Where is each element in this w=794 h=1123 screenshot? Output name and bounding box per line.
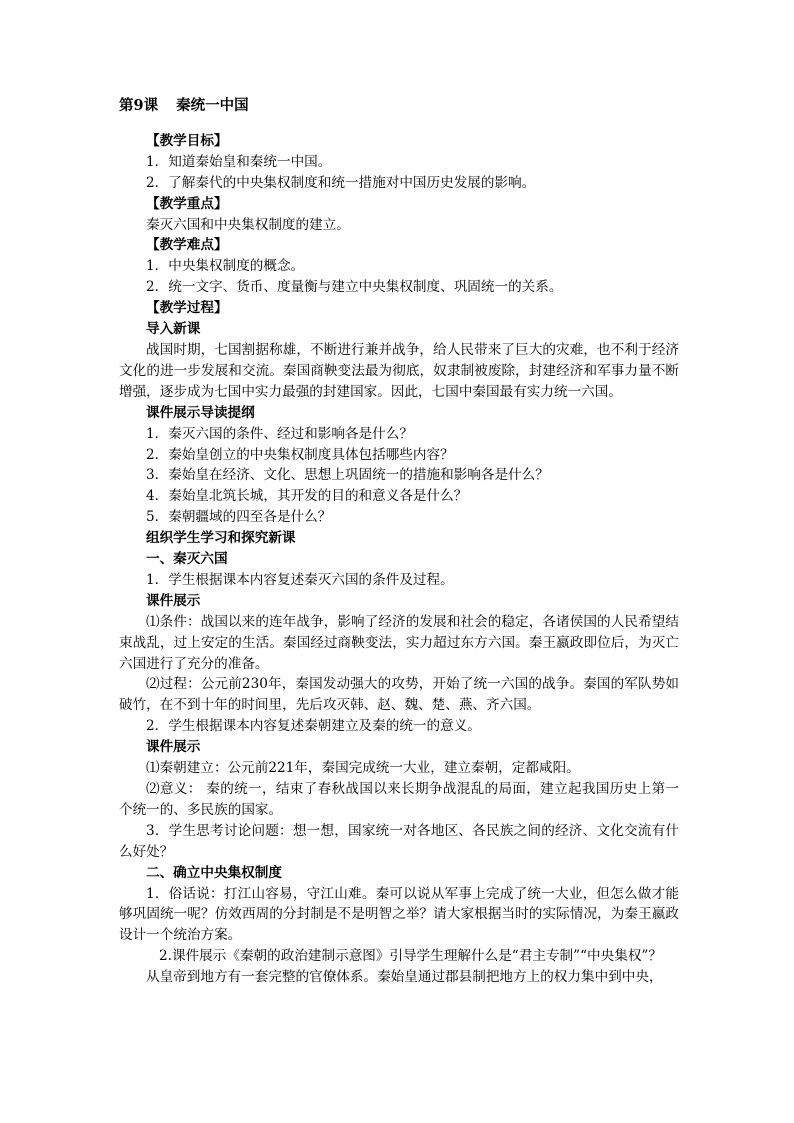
difficulty-heading: 【教学难点】 xyxy=(146,237,228,254)
section2-paragraph3: 从皇帝到地方有一套完整的官僚体系。秦始皇通过郡县制把地方上的权力集中到中央， xyxy=(146,969,663,986)
outline-item: 3．秦始皇在经济、文化、思想上巩固统一的措施和影响各是什么？ xyxy=(146,467,549,484)
section2-paragraph2: 2.课件展示《秦朝的政治建制示意图》引导学生理解什么是“君主专制”“中央集权”？ xyxy=(159,948,662,965)
lesson-number: 第9课 xyxy=(119,97,159,114)
difficulty-item: 1．中央集权制度的概念。 xyxy=(146,258,305,275)
study-heading: 组织学生学习和探究新课 xyxy=(146,530,296,547)
intro-heading: 导入新课 xyxy=(146,321,201,338)
lesson-name: 秦统一中国 xyxy=(176,97,249,114)
section1-task2: 2．学生根据课本内容复述秦朝建立及秦的统一的意义。 xyxy=(146,718,481,735)
outline-item: 2．秦始皇创立的中央集权制度具体包括哪些内容？ xyxy=(146,446,454,463)
section1-heading: 一、秦灭六国 xyxy=(146,551,228,568)
document-page xyxy=(119,96,679,988)
intro-paragraph: 战国时期，七国割据称雄，不断进行兼并战争，给人民带来了巨大的灾难，也不利于经济文化的进一步发展和交流。秦国商鞅变法最为彻底，奴隶制被废除，封建经济和军事力量不断增强，逐步成为七国中实力最强的封建国家。因此，七国中秦国最有实力统一六国。 xyxy=(119,341,679,400)
courseware-label: 课件展示 xyxy=(146,592,201,609)
outline-item: 1．秦灭六国的条件、经过和影响各是什么？ xyxy=(146,425,413,442)
goal-item: 1．知道秦始皇和秦统一中国。 xyxy=(146,153,332,170)
section2-paragraph1: 1．俗话说：打江山容易，守江山难。秦可以说从军事上完成了统一大业，但怎么做才能够巩固统一呢？仿效西周的分封制是不是明智之举？请大家根据当时的实际情况，为秦王嬴政设计一个统治方案。 xyxy=(119,885,679,944)
process-heading: 【教学过程】 xyxy=(146,300,228,317)
process-paragraph: ⑵过程：公元前230年，秦国发动强大的攻势，开始了统一六国的战争。秦国的军队势如破竹，在不到十年的时间里，先后攻灭韩、赵、魏、楚、燕、齐六国。 xyxy=(119,676,679,714)
condition-paragraph: ⑴条件：战国以来的连年战争，影响了经济的发展和社会的稳定，各诸侯国的人民希望结束战乱，过上安定的生活。秦国经过商鞅变法，实力超过东方六国。秦王嬴政即位后，为灭亡六国进行了充分的准备。 xyxy=(119,613,679,672)
lesson-title xyxy=(119,96,679,117)
founding-line: ⑴秦朝建立：公元前221年，秦国完成统一大业，建立秦朝，定都咸阳。 xyxy=(146,760,580,777)
key-point-heading: 【教学重点】 xyxy=(146,195,228,212)
section1-task1: 1．学生根据课本内容复述秦灭六国的条件及过程。 xyxy=(146,571,454,588)
section1-task3: 3．学生思考讨论问题：想一想，国家统一对各地区、各民族之间的经济、文化交流有什么好处？ xyxy=(119,822,679,860)
goals-heading: 【教学目标】 xyxy=(146,132,228,149)
outline-heading: 课件展示导读提纲 xyxy=(146,404,255,421)
key-point-text: 秦灭六国和中央集权制度的建立。 xyxy=(146,216,350,233)
courseware-label: 课件展示 xyxy=(146,739,201,756)
meaning-paragraph: ⑵意义： 秦的统一，结束了春秋战国以来长期争战混乱的局面，建立起我国历史上第一个统一的、多民族的国家。 xyxy=(119,781,679,818)
outline-item: 5．秦朝疆域的四至各是什么？ xyxy=(146,509,332,526)
goal-item: 2．了解秦代的中央集权制度和统一措施对中国历史发展的影响。 xyxy=(146,174,536,191)
section2-heading: 二、确立中央集权制度 xyxy=(146,864,282,881)
outline-item: 4．秦始皇北筑长城，其开发的目的和意义各是什么？ xyxy=(146,488,468,505)
difficulty-item: 2．统一文字、货币、度量衡与建立中央集权制度、巩固统一的关系。 xyxy=(146,279,563,296)
